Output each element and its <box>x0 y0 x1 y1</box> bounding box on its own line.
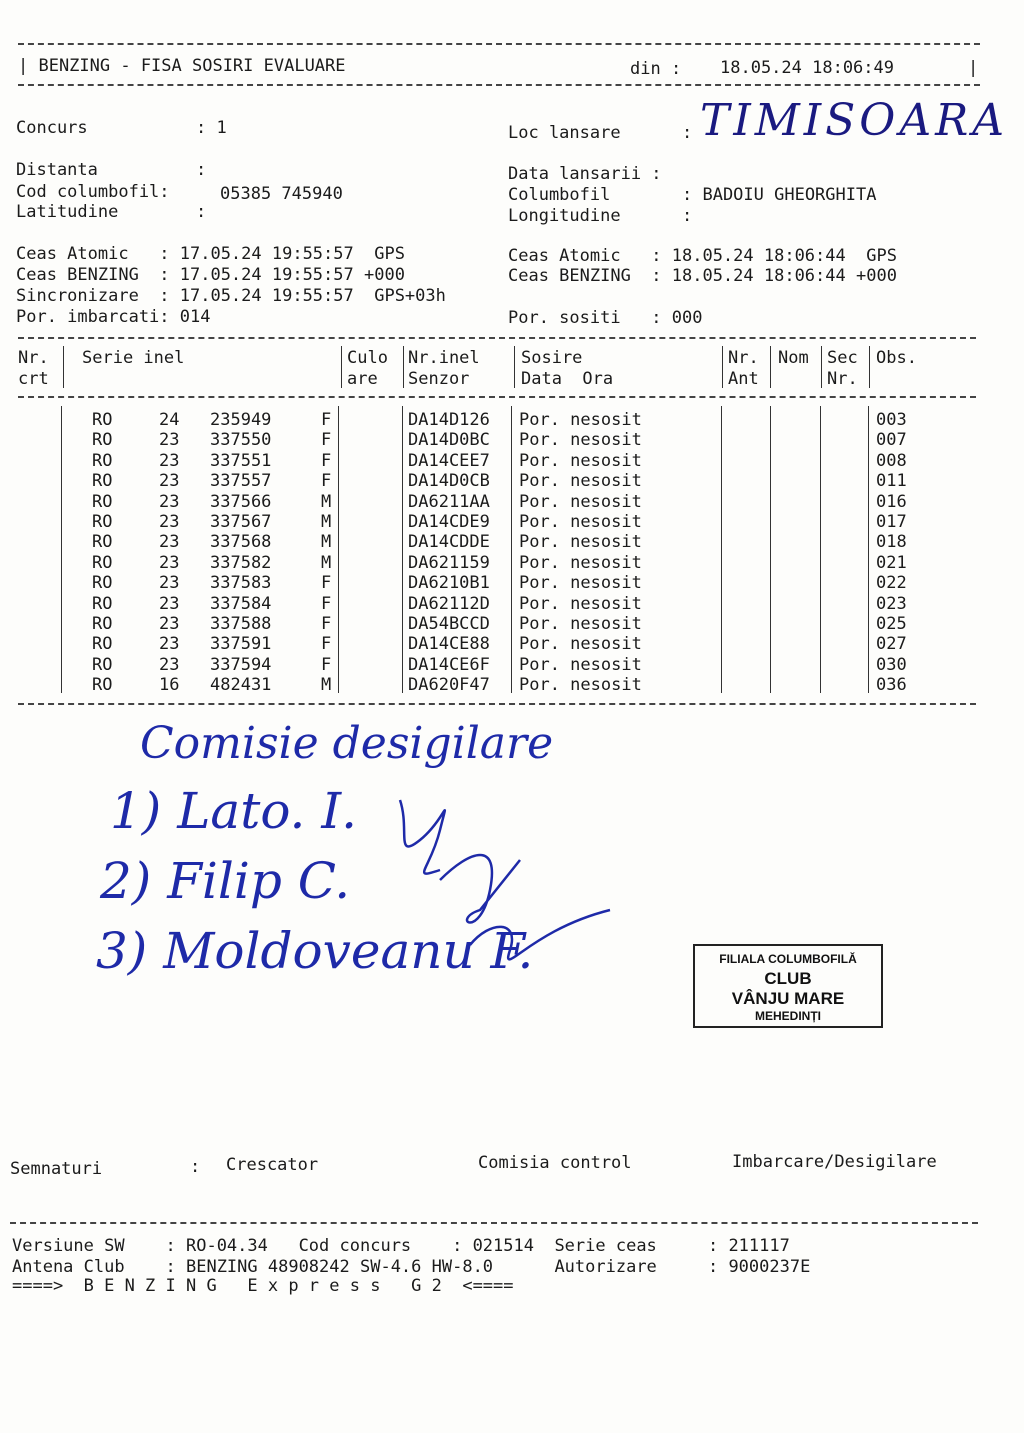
table-row <box>0 410 1024 430</box>
cell-senzor: DA54BCCD <box>408 614 490 634</box>
cell-status: Por. nesosit <box>519 410 642 430</box>
loc-lansare-colon: : <box>682 123 693 143</box>
handwritten-signatures <box>380 770 640 980</box>
cell-obs: 007 <box>876 430 907 451</box>
cell-senzor: DA620F47 <box>408 675 490 696</box>
cell-nr: 337588 <box>210 614 272 634</box>
longitudine-label: Longitudine <box>508 206 621 226</box>
cell-obs: 022 <box>876 573 907 594</box>
table-row <box>0 614 1024 634</box>
table-header-rule <box>18 396 976 398</box>
latitudine-value: : <box>196 202 207 222</box>
handwritten-member-3: 3) Moldoveanu F. <box>96 922 534 980</box>
table-row <box>0 492 1024 512</box>
din-label: din : <box>630 59 682 79</box>
cell-senzor: DA14D0CB <box>408 471 490 492</box>
header-bottom-rule <box>18 84 980 86</box>
cell-status: Por. nesosit <box>519 573 642 594</box>
table-row <box>0 655 1024 675</box>
cell-senzor: DA6211AA <box>408 491 490 512</box>
concurs-value: : 1 <box>196 118 227 138</box>
cell-an: 23 <box>159 654 180 675</box>
col-crt-header: crt <box>18 369 49 389</box>
cell-obs: 003 <box>876 410 907 430</box>
cell-tara: RO <box>92 634 113 655</box>
col-serie-header: Serie inel <box>82 348 185 368</box>
cell-tara: RO <box>92 471 113 492</box>
table-bottom-rule <box>18 703 976 705</box>
handwritten-comisie: Comisie desigilare <box>140 718 554 769</box>
stamp-line-1: FILIALA COLUMBOFILĂ <box>719 952 857 966</box>
cell-status: Por. nesosit <box>519 614 642 634</box>
cell-tara: RO <box>92 410 113 430</box>
data-lansarii-label: Data lansarii : <box>508 164 662 184</box>
col-sec-header: Sec <box>827 348 858 368</box>
header-divider <box>341 346 342 388</box>
cell-obs: 011 <box>876 471 907 492</box>
cell-tara: RO <box>92 512 113 532</box>
imbarcare-desigilare-label: Imbarcare/Desigilare <box>732 1152 937 1172</box>
header-divider <box>770 346 771 388</box>
cell-senzor: DA62112D <box>408 593 490 614</box>
header-divider <box>63 346 64 388</box>
handwritten-member-1: 1) Lato. I. <box>110 782 357 840</box>
cell-nr: 482431 <box>210 675 272 696</box>
loc-lansare-handwritten: TIMISOARA <box>700 95 1009 146</box>
ceas-benzing-start: Ceas BENZING : 17.05.24 19:55:57 +000 <box>16 265 405 285</box>
cell-an: 23 <box>159 491 180 512</box>
cell-obs: 008 <box>876 450 907 471</box>
sincronizare: Sincronizare : 17.05.24 19:55:57 GPS+03h <box>16 286 446 306</box>
cell-status: Por. nesosit <box>519 532 642 553</box>
cell-status: Por. nesosit <box>519 450 642 471</box>
table-row <box>0 471 1024 491</box>
cell-senzor: DA6210B1 <box>408 573 490 594</box>
cell-sex: F <box>321 573 332 594</box>
cell-sex: F <box>321 430 332 451</box>
cell-sex: F <box>321 614 332 634</box>
cell-senzor: DA14D0BC <box>408 430 490 451</box>
col-obs-header: Obs. <box>876 348 917 368</box>
cell-an: 23 <box>159 450 180 471</box>
cell-an: 16 <box>159 675 180 696</box>
cell-obs: 021 <box>876 552 907 573</box>
header-divider <box>514 346 515 388</box>
cell-sex: M <box>321 491 332 512</box>
porumbei-sositi: Por. sositi : 000 <box>508 308 703 328</box>
table-top-rule <box>18 337 976 339</box>
header-divider <box>403 346 404 388</box>
semnaturi-colon: : <box>190 1157 201 1177</box>
cell-nr: 337568 <box>210 532 272 553</box>
club-stamp <box>693 944 883 1028</box>
crescator-label: Crescator <box>226 1155 319 1175</box>
cell-an: 23 <box>159 532 180 553</box>
cell-tara: RO <box>92 654 113 675</box>
table-row <box>0 451 1024 471</box>
cell-nr: 337583 <box>210 573 272 594</box>
cell-an: 23 <box>159 512 180 532</box>
cell-sex: M <box>321 532 332 553</box>
table-row <box>0 512 1024 532</box>
col-ant-header: Ant <box>728 369 759 389</box>
cell-obs: 025 <box>876 614 907 634</box>
cell-nr: 337584 <box>210 593 272 614</box>
cell-obs: 016 <box>876 491 907 512</box>
cell-nr: 337566 <box>210 491 272 512</box>
cell-an: 23 <box>159 471 180 492</box>
cell-sex: M <box>321 512 332 532</box>
cell-status: Por. nesosit <box>519 634 642 655</box>
cell-tara: RO <box>92 491 113 512</box>
cell-an: 23 <box>159 614 180 634</box>
cell-senzor: DA621159 <box>408 552 490 573</box>
header-divider <box>821 346 822 388</box>
header-top-rule <box>18 43 980 45</box>
cell-sex: F <box>321 654 332 675</box>
porumbei-imbarcati: Por. imbarcati: 014 <box>16 307 211 327</box>
cell-senzor: DA14CE6F <box>408 654 490 675</box>
loc-lansare-label: Loc lansare <box>508 123 621 143</box>
report-datetime: 18.05.24 18:06:49 <box>720 58 894 78</box>
footer-line-3: ====> B E N Z I N G E x p r e s s G 2 <==== <box>12 1276 514 1296</box>
table-row <box>0 430 1024 450</box>
cell-senzor: DA14D126 <box>408 410 490 430</box>
ceas-benzing-end: Ceas BENZING : 18.05.24 18:06:44 +000 <box>508 266 897 286</box>
table-row <box>0 594 1024 614</box>
col-nr-ant-header: Nr. <box>728 348 759 368</box>
cell-obs: 036 <box>876 675 907 696</box>
cell-an: 24 <box>159 410 180 430</box>
longitudine-value: : <box>682 206 693 226</box>
table-row <box>0 573 1024 593</box>
header-divider <box>869 346 870 388</box>
header-divider <box>722 346 723 388</box>
col-culo-header: Culo <box>347 348 388 368</box>
footer-line-1: Versiune SW : RO-04.34 Cod concurs : 021514 Serie ceas : 211117 <box>12 1236 790 1256</box>
col-nom-header: Nom <box>778 348 809 368</box>
cod-columbofil-label: Cod columbofil: <box>16 182 170 202</box>
cell-tara: RO <box>92 614 113 634</box>
cell-tara: RO <box>92 532 113 553</box>
table-row <box>0 553 1024 573</box>
cell-an: 23 <box>159 430 180 451</box>
cell-sex: F <box>321 471 332 492</box>
cell-status: Por. nesosit <box>519 654 642 675</box>
cell-an: 23 <box>159 573 180 594</box>
cell-an: 23 <box>159 593 180 614</box>
latitudine-label: Latitudine <box>16 202 119 222</box>
stamp-line-2: CLUB <box>764 969 812 988</box>
cell-obs: 027 <box>876 634 907 655</box>
header-end-bar: | <box>968 58 979 78</box>
cell-nr: 337591 <box>210 634 272 655</box>
cell-nr: 337594 <box>210 654 272 675</box>
cell-tara: RO <box>92 593 113 614</box>
cell-sex: F <box>321 450 332 471</box>
ceas-atomic-end: Ceas Atomic : 18.05.24 18:06:44 GPS <box>508 246 897 266</box>
cell-obs: 023 <box>876 593 907 614</box>
columbofil-label: Columbofil <box>508 185 611 205</box>
cell-nr: 337551 <box>210 450 272 471</box>
cell-sex: F <box>321 593 332 614</box>
cell-status: Por. nesosit <box>519 552 642 573</box>
footer-line-2: Antena Club : BENZING 48908242 SW-4.6 HW-8.0 Autorizare : 9000237E <box>12 1257 811 1277</box>
cell-tara: RO <box>92 430 113 451</box>
concurs-label: Concurs <box>16 118 88 138</box>
cell-status: Por. nesosit <box>519 471 642 492</box>
col-senzor-header: Senzor <box>408 369 470 389</box>
cell-tara: RO <box>92 573 113 594</box>
cell-status: Por. nesosit <box>519 512 642 532</box>
cell-nr: 337550 <box>210 430 272 451</box>
col-sec-nr-header: Nr. <box>827 369 858 389</box>
cell-obs: 030 <box>876 654 907 675</box>
cell-an: 23 <box>159 552 180 573</box>
table-row <box>0 634 1024 654</box>
handwritten-member-2: 2) Filip C. <box>100 852 351 910</box>
cell-nr: 235949 <box>210 410 272 430</box>
stamp-line-4: MEHEDINȚI <box>755 1009 821 1023</box>
comisia-control-label: Comisia control <box>478 1153 632 1173</box>
report-title: | BENZING - FISA SOSIRI EVALUARE <box>18 56 346 76</box>
cell-tara: RO <box>92 450 113 471</box>
col-inel-header: Nr.inel <box>408 348 480 368</box>
distanta-value: : <box>196 160 207 180</box>
col-nr-header: Nr. <box>18 348 49 368</box>
cell-sex: M <box>321 675 332 696</box>
ceas-atomic-start: Ceas Atomic : 17.05.24 19:55:57 GPS <box>16 244 405 264</box>
cell-nr: 337582 <box>210 552 272 573</box>
cell-tara: RO <box>92 552 113 573</box>
table-row <box>0 675 1024 695</box>
col-data-ora-header: Data Ora <box>521 369 614 389</box>
cell-status: Por. nesosit <box>519 491 642 512</box>
cell-status: Por. nesosit <box>519 593 642 614</box>
cell-nr: 337567 <box>210 512 272 532</box>
footer-top-rule <box>10 1222 978 1224</box>
cell-sex: F <box>321 634 332 655</box>
cell-senzor: DA14CE88 <box>408 634 490 655</box>
cell-obs: 017 <box>876 512 907 532</box>
semnaturi-label: Semnaturi <box>10 1159 103 1179</box>
columbofil-value: : BADOIU GHEORGHITA <box>682 185 877 205</box>
cell-status: Por. nesosit <box>519 675 642 696</box>
table-row <box>0 532 1024 552</box>
cod-columbofil-value: 05385 745940 <box>220 184 343 204</box>
cell-tara: RO <box>92 675 113 696</box>
col-are-header: are <box>347 369 378 389</box>
cell-senzor: DA14CEE7 <box>408 450 490 471</box>
stamp-line-3: VÂNJU MARE <box>731 989 845 1008</box>
cell-obs: 018 <box>876 532 907 553</box>
cell-an: 23 <box>159 634 180 655</box>
col-sosire-header: Sosire <box>521 348 583 368</box>
cell-senzor: DA14CDDE <box>408 532 490 553</box>
cell-sex: F <box>321 410 332 430</box>
distanta-label: Distanta <box>16 160 98 180</box>
cell-nr: 337557 <box>210 471 272 492</box>
cell-sex: M <box>321 552 332 573</box>
cell-senzor: DA14CDE9 <box>408 512 490 532</box>
cell-status: Por. nesosit <box>519 430 642 451</box>
